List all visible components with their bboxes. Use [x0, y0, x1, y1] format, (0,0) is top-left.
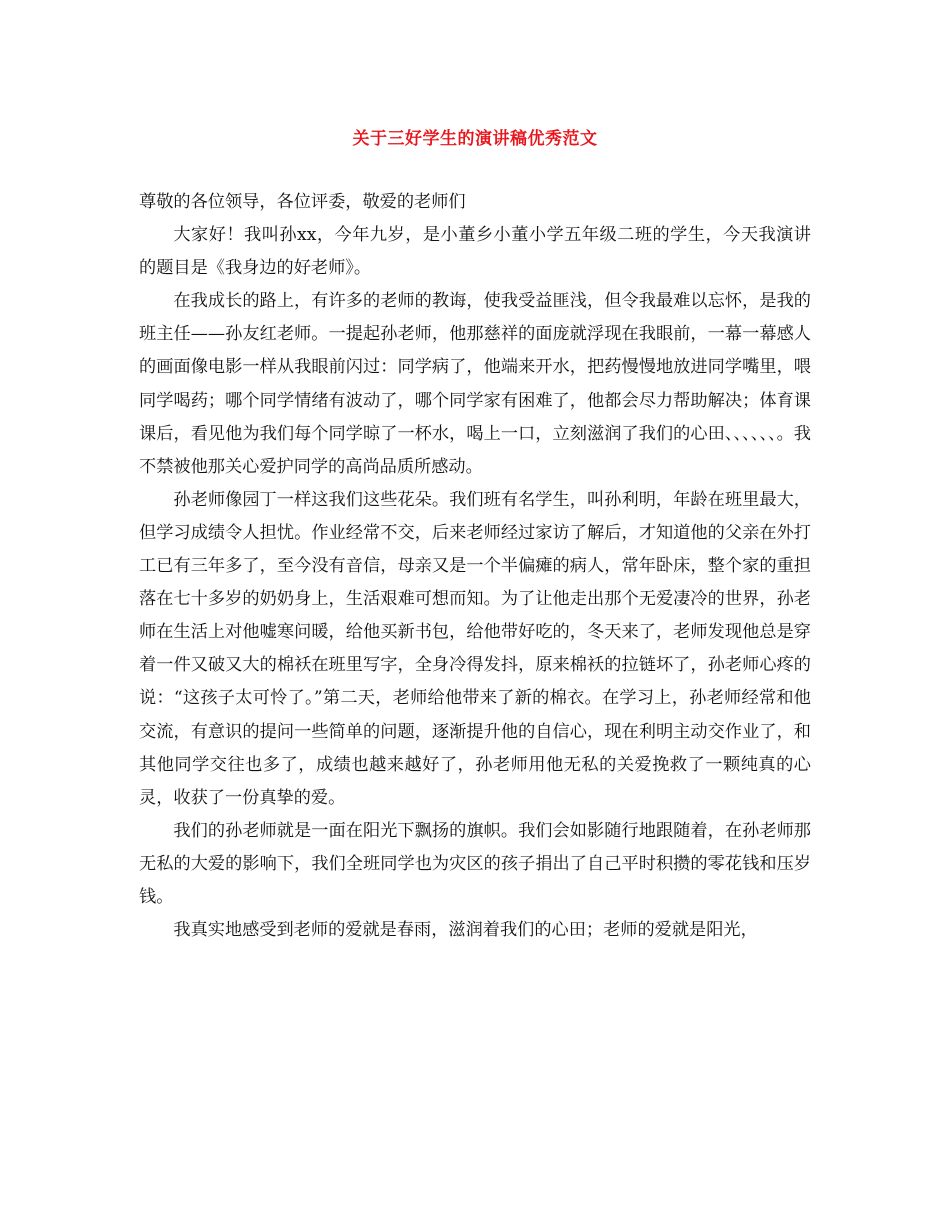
salutation-paragraph: 尊敬的各位领导，各位评委，敬爱的老师们	[139, 192, 466, 212]
document-body	[139, 186, 811, 947]
body-paragraph: 大家好！我叫孙xx，今年九岁，是小董乡小董小学五年级二班的学生，今天我演讲的题目是《我身边的好老师》。	[139, 225, 811, 279]
body-paragraph: 孙老师像园丁一样这我们这些花朵。我们班有名学生，叫孙利明，年龄在班里最大，但学习成绩令人担忧。作业经常不交，后来老师经过家访了解后，才知道他的父亲在外打工已有三年多了，至今没有音信，母亲又是一个半偏瘫的病人，常年卧床，整个家的重担落在七十多岁的奶奶身上，生活艰难可想而知。为了让他走出那个无爱凄冷的世界，孙老师在生活上对他嘘寒问暖，给他买新书包，给他带好吃的，冬天来了，老师发现他总是穿着一件又破又大的棉袄在班里写字，全身冷得发抖，原来棉袄的拉链坏了，孙老师心疼的说：“这孩子太可怜了。”第二天，老师给他带来了新的棉衣。在学习上，孙老师经常和他交流，有意识的提问一些简单的问题，逐渐提升他的自信心，现在利明主动交作业了，和其他同学交往也多了，成绩也越来越好了，孙老师用他无私的关爱挽救了一颗纯真的心灵，收获了一份真挚的爱。	[139, 489, 811, 808]
document-title: 关于三好学生的演讲稿优秀范文	[352, 129, 598, 149]
body-paragraph: 我们的孙老师就是一面在阳光下飘扬的旗帜。我们会如影随行地跟随着，在孙老师那无私的大爱的影响下，我们全班同学也为灾区的孩子捐出了自己平时积攒的零花钱和压岁钱。	[139, 820, 811, 907]
body-paragraph: 在我成长的路上，有许多的老师的教诲，使我受益匪浅，但令我最难以忘怀，是我的班主任——孙友红老师。一提起孙老师，他那慈祥的面庞就浮现在我眼前，一幕一幕感人的画面像电影一样从我眼前闪过：同学病了，他端来开水，把药慢慢地放进同学嘴里，喂同学喝药；哪个同学情绪有波动了，哪个同学家有困难了，他都会尽力帮助解决；体育课课后，看见他为我们每个同学晾了一杯水，喝上一口，立刻滋润了我们的心田、、、、、、。我不禁被他那关心爱护同学的高尚品质所感动。	[139, 291, 811, 477]
body-paragraph: 我真实地感受到老师的爱就是春雨，滋润着我们的心田；老师的爱就是阳光，	[173, 920, 758, 941]
